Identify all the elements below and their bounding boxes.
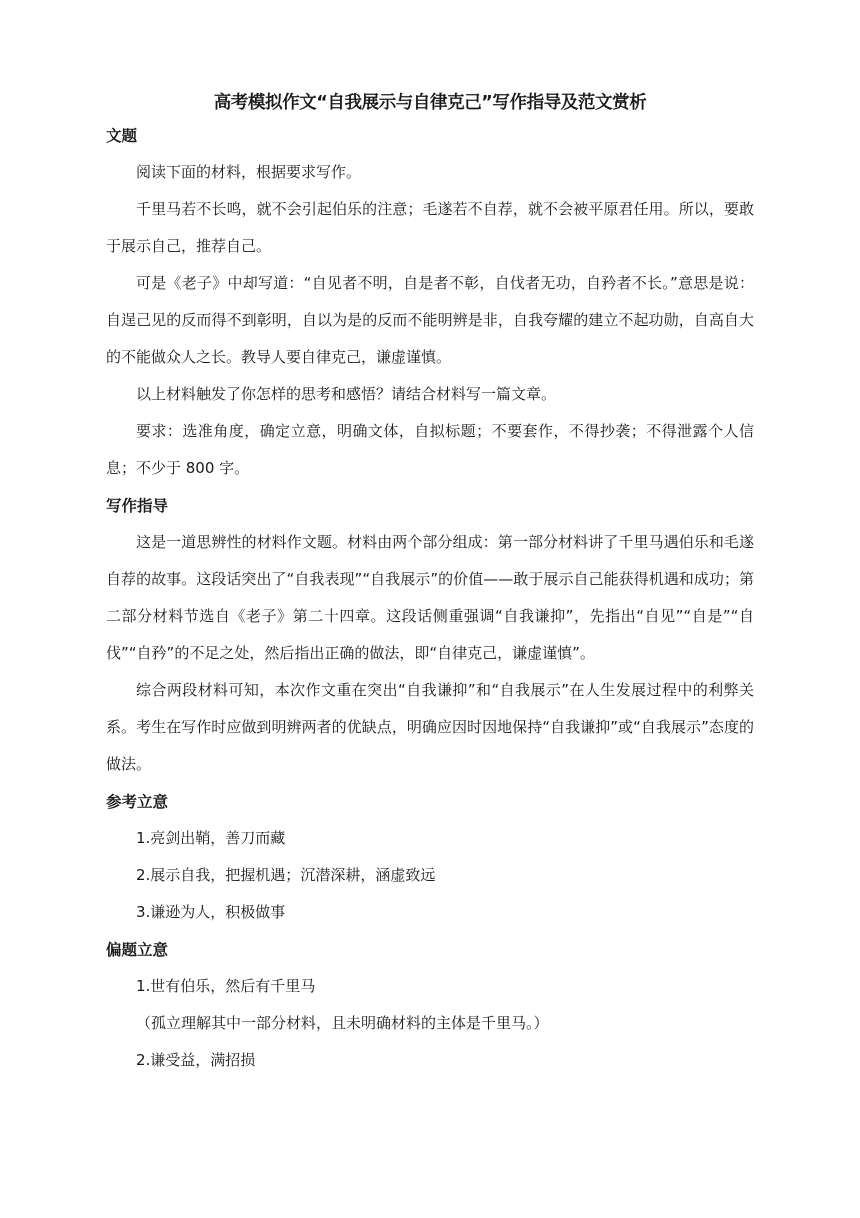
offtopic-note: （孤立理解其中一部分材料，且未明确材料的主体是千里马。）: [136, 1014, 549, 1032]
section-heading-prompt: 文题: [106, 127, 138, 145]
reference-item: 2.展示自我，把握机遇；沉潜深耕，涵虚致远: [136, 866, 436, 884]
prompt-paragraph: 阅读下面的材料，根据要求写作。: [136, 163, 362, 181]
section-prompt: [106, 124, 754, 487]
section-heading-guidance: 写作指导: [106, 497, 169, 515]
prompt-paragraph: 以上材料触发了你怎样的思考和感悟？请结合材料写一篇文章。: [136, 385, 557, 403]
guidance-paragraph: 综合两段材料可知，本次作文重在突出“自我谦抑”和“自我展示”在人生发展过程中的利弊关系。考生在写作时应做到明辨两者的优缺点，明确应因时因地保持“自我谦抑”或“自我展示”态度的做法。: [106, 681, 754, 773]
reference-item: 1.亮剑出鞘，善刀而藏: [136, 829, 286, 847]
offtopic-item: 1.世有伯乐，然后有千里马: [136, 977, 316, 995]
prompt-paragraph: 可是《老子》中却写道：“自见者不明，自是者不彰，自伐者无功，自矜者不长。”意思是说：自逞己见的反而得不到彰明，自以为是的反而不能明辨是非，自我夸耀的建立不起功勋，自高自大的不能做众人之长。教导人要自律克己，谦虚谨慎。: [106, 274, 754, 366]
document-page: [106, 88, 754, 1079]
prompt-paragraph: 千里马若不长鸣，就不会引起伯乐的注意；毛遂若不自荐，就不会被平原君任用。所以，要敢于展示自己，推荐自己。: [106, 200, 754, 255]
section-guidance: [106, 494, 754, 783]
section-reference: [106, 790, 754, 931]
guidance-paragraph: 这是一道思辨性的材料作文题。材料由两个部分组成：第一部分材料讲了千里马遇伯乐和毛遂自荐的故事。这段话突出了“自我表现”“自我展示”的价值——敢于展示自己能获得机遇和成功；第二部分材料节选自《老子》第二十四章。这段话侧重强调“自我谦抑”，先指出“自见”“自是”“自伐”“自矜”的不足之处，然后指出正确的做法，即“自律克己，谦虚谨慎”。: [106, 533, 754, 662]
document-title: 高考模拟作文“自我展示与自律克己”写作指导及范文赏析: [213, 93, 647, 113]
reference-item: 3.谦逊为人，积极做事: [136, 903, 286, 921]
offtopic-item: 2.谦受益，满招损: [136, 1051, 256, 1069]
section-heading-offtopic: 偏题立意: [106, 941, 169, 959]
section-offtopic: [106, 938, 754, 1079]
section-heading-reference: 参考立意: [106, 793, 169, 811]
prompt-requirements: 要求：选准角度，确定立意，明确文体，自拟标题；不要套作，不得抄袭；不得泄露个人信息；不少于 800 字。: [106, 422, 754, 477]
